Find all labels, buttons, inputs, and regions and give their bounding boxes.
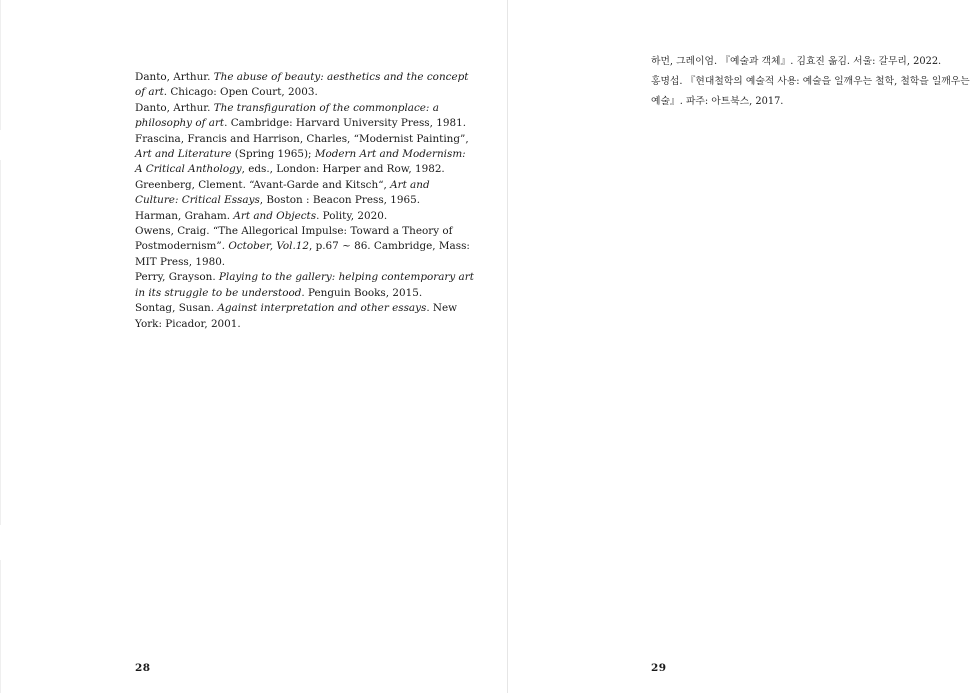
reference-title: October, Vol.12 — [228, 240, 309, 253]
reference-entry: Danto, Arthur. The transfiguration of the commonplace: a philosophy of art. Cambridge: Harvard University Press, 1981. — [135, 101, 466, 130]
reference-title: The transfiguration of the commonplace: a philosophy of art — [135, 101, 439, 130]
reference-entry: Danto, Arthur. The abuse of beauty: aesthetics and the concept of art. Chicago: Open Court, 2003. — [135, 71, 469, 99]
reference-title: Modern Art and Modernism: A Critical Anthology — [135, 148, 466, 176]
bibliography-list — [135, 70, 475, 332]
reference-entry: Sontag, Susan. Against interpretation and other essays. New York: Picador, 2001. — [135, 302, 458, 330]
reference-entry: 홍명섭. 『현대철학의 예술적 사용: 예술을 일깨우는 철학, 철학을 일깨우는 예술』. 파주: 아트북스, 2017. — [651, 76, 970, 107]
reference-title: Art and Literature — [135, 148, 232, 161]
reference-title: Art and Objects — [233, 209, 317, 222]
reference-title: Playing to the gallery: helping contemporary art in its struggle to be understood — [135, 271, 474, 299]
page-number: 28 — [135, 662, 151, 674]
reference-entry: Frascina, Francis and Harrison, Charles, “Modernist Painting”, Art and Literature (Spring 1965); Modern Art and Modernism: A Critical Anthology, eds., London: Harper and Row, 1982. — [135, 132, 469, 176]
right-page — [508, 0, 980, 693]
bibliography-list — [651, 52, 980, 112]
reference-entry: Greenberg, Clement. “Avant-Garde and Kitsch“, Art and Culture: Critical Essays, Boston : Beacon Press, 1965. — [135, 178, 430, 207]
page-number: 29 — [651, 662, 667, 674]
reference-title: The abuse of beauty: aesthetics and the concept of art — [135, 71, 469, 99]
reference-entry: 하먼, 그레이엄. 『예술과 객체』. 김효진 옮김. 서울: 갈무리, 2022. — [651, 56, 942, 67]
reference-title: Art and Culture: Critical Essays — [135, 178, 430, 207]
reference-entry: Harman, Graham. Art and Objects. Polity, 2020. — [135, 209, 388, 222]
reference-title: Against interpretation and other essays — [217, 302, 427, 315]
reference-entry: Owens, Craig. “The Allegorical Impulse: Toward a Theory of Postmodernism”. October, Vol.12, p.67 ~ 86. Cambridge, Mass: MIT Press, 1980. — [135, 225, 470, 268]
reference-entry: Perry, Grayson. Playing to the gallery: helping contemporary art in its struggle to be understood. Penguin Books, 2015. — [135, 271, 474, 299]
